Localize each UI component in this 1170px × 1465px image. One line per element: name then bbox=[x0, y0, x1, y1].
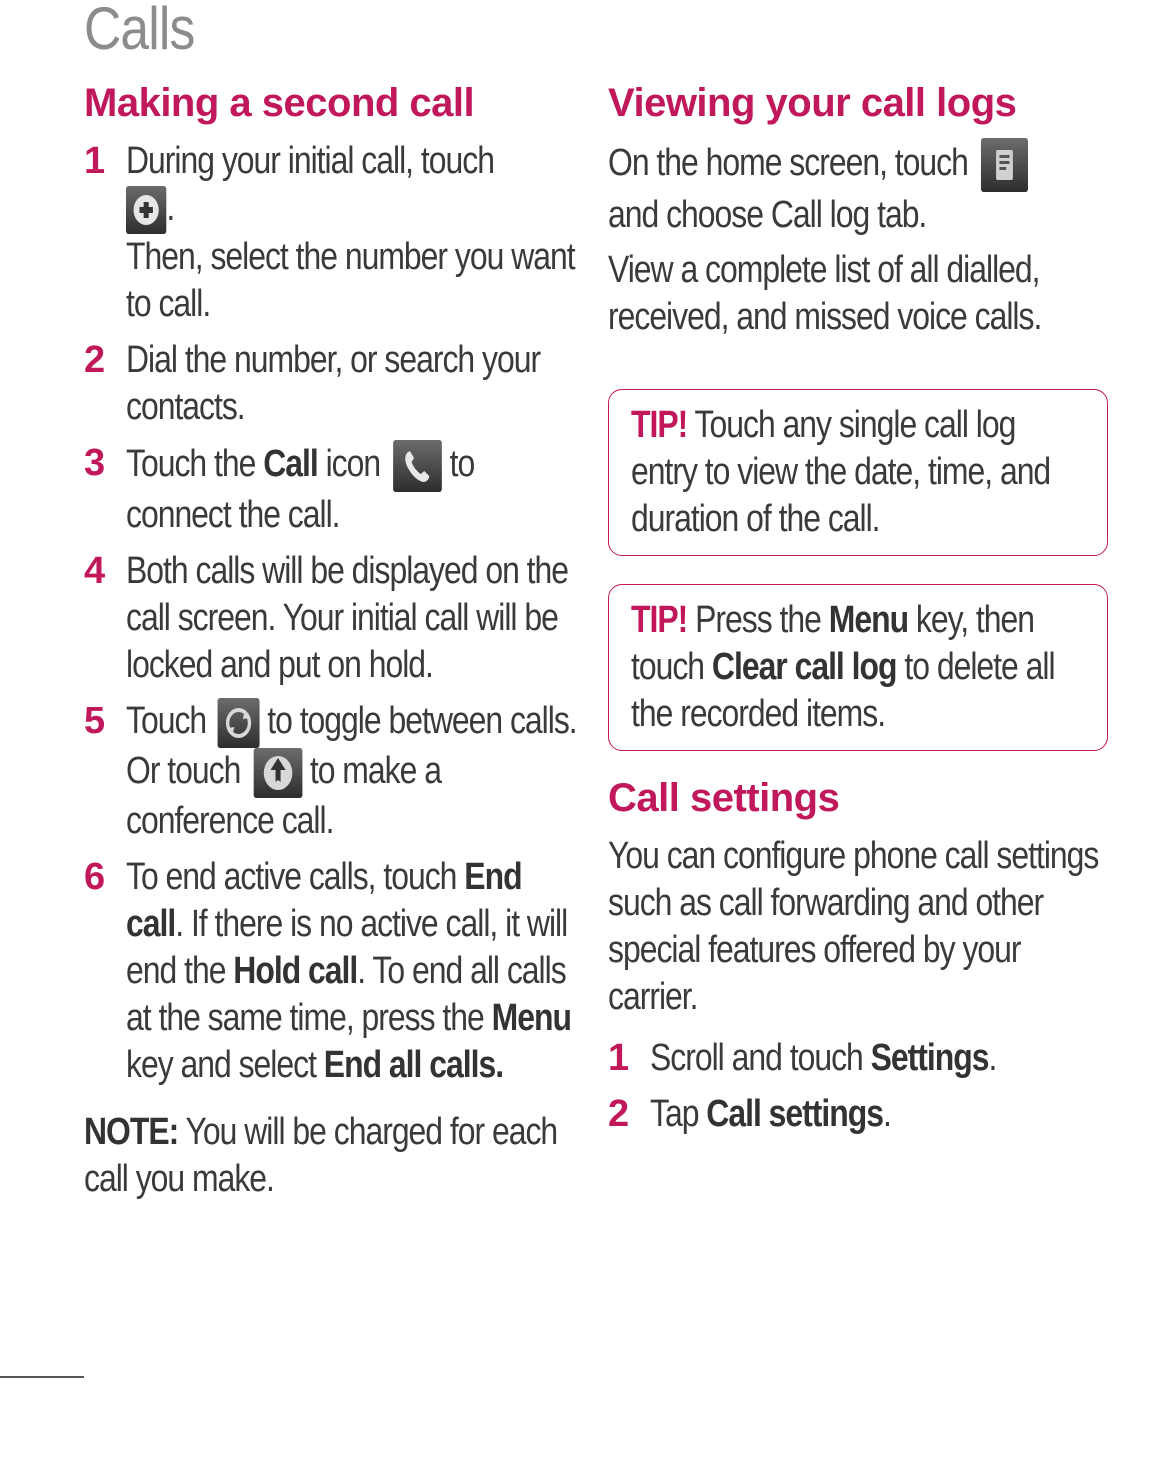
left-column bbox=[84, 78, 584, 1203]
merge-calls-icon bbox=[253, 748, 302, 798]
section-heading-call-logs: Viewing your call logs bbox=[608, 81, 1017, 125]
step-number: 6 bbox=[84, 855, 106, 898]
step-bold: Call settings bbox=[706, 1093, 883, 1135]
step-text: . bbox=[988, 1037, 997, 1079]
step-text: key and select bbox=[126, 1043, 324, 1086]
step-1 bbox=[84, 138, 584, 328]
step-text: Touch bbox=[126, 700, 207, 742]
step-bold: End call bbox=[126, 855, 522, 945]
step-text: Tap bbox=[650, 1093, 707, 1135]
step-text: . To end all calls at the same time, press the bbox=[126, 949, 566, 1039]
step-bold: Menu bbox=[491, 996, 571, 1039]
tip-label: TIP! bbox=[631, 599, 688, 641]
step-number: 1 bbox=[608, 1037, 630, 1079]
step-text: Touch the bbox=[126, 443, 264, 485]
step-text: . If there is no active call, it will end the bbox=[126, 902, 568, 992]
step-6 bbox=[84, 854, 584, 1089]
step-text: to connect the call. bbox=[126, 443, 475, 536]
step-text: . bbox=[166, 187, 175, 229]
right-column bbox=[608, 78, 1108, 1147]
body-text: You can configure phone call settings such as call forwarding and other special features offered by your carrier. bbox=[608, 835, 1099, 1018]
tip-label: TIP! bbox=[631, 404, 688, 446]
call-log-icon bbox=[981, 138, 1028, 192]
step-2 bbox=[84, 337, 584, 431]
step-number: 5 bbox=[84, 699, 106, 742]
step-3 bbox=[84, 440, 584, 539]
step-text: . bbox=[882, 1093, 891, 1135]
step-number: 1 bbox=[84, 140, 106, 182]
tip-bold: Clear call log bbox=[711, 646, 897, 688]
section-heading-second-call: Making a second call bbox=[84, 81, 475, 125]
note-text: You will be charged for each call you make. bbox=[84, 1110, 558, 1200]
tip-text: Press the bbox=[687, 599, 829, 641]
body-text: View a complete list of all dialled, received, and missed voice calls. bbox=[608, 249, 1042, 338]
step-bold: Call bbox=[263, 443, 318, 485]
tip-text: key, then touch bbox=[631, 599, 1035, 688]
swap-calls-icon bbox=[217, 698, 259, 748]
step-bold: End all calls. bbox=[323, 1043, 504, 1086]
tip-box-2 bbox=[608, 584, 1108, 751]
note-label: NOTE: bbox=[84, 1110, 179, 1153]
step-bold: Settings bbox=[870, 1037, 989, 1079]
step-text: to toggle between calls. Or touch bbox=[126, 700, 577, 792]
step-number: 2 bbox=[84, 338, 106, 381]
step-text: To end active calls, touch bbox=[126, 855, 465, 898]
step-text: icon bbox=[317, 443, 381, 485]
step-4 bbox=[84, 548, 584, 689]
tip-bold: Menu bbox=[828, 599, 909, 641]
step-number: 3 bbox=[84, 441, 106, 484]
add-call-icon bbox=[126, 186, 166, 234]
body-text: and choose Call log tab. bbox=[608, 194, 927, 236]
body-text: On the home screen, touch bbox=[608, 142, 968, 185]
call-logs-paragraph bbox=[608, 138, 1108, 239]
step-text: During your initial call, touch bbox=[126, 140, 494, 182]
tip-text: to delete all the recorded items. bbox=[631, 646, 1055, 735]
section-heading-call-settings: Call settings bbox=[608, 776, 840, 820]
phone-icon bbox=[393, 440, 442, 492]
settings-step-2 bbox=[608, 1091, 1108, 1138]
step-text: Then, select the number you want to call. bbox=[126, 235, 575, 325]
step-bold: Hold call bbox=[233, 949, 358, 992]
tip-box-1 bbox=[608, 389, 1108, 556]
step-number: 2 bbox=[608, 1093, 630, 1135]
tip-text: Touch any single call log entry to view the date, time, and duration of the call. bbox=[631, 404, 1051, 540]
step-text: to make a conference call. bbox=[126, 750, 441, 842]
call-settings-paragraph bbox=[608, 833, 1108, 1021]
footer-divider bbox=[0, 1376, 84, 1378]
call-logs-description bbox=[608, 247, 1108, 341]
settings-step-1 bbox=[608, 1035, 1108, 1082]
step-text: Dial the number, or search your contacts. bbox=[126, 338, 541, 428]
note bbox=[84, 1109, 584, 1203]
step-text: Scroll and touch bbox=[650, 1037, 871, 1079]
step-text: Both calls will be displayed on the call screen. Your initial call will be locked and put on hold. bbox=[126, 549, 569, 686]
page-title: Calls bbox=[84, 0, 195, 62]
step-number: 4 bbox=[84, 549, 106, 592]
step-5 bbox=[84, 698, 584, 845]
